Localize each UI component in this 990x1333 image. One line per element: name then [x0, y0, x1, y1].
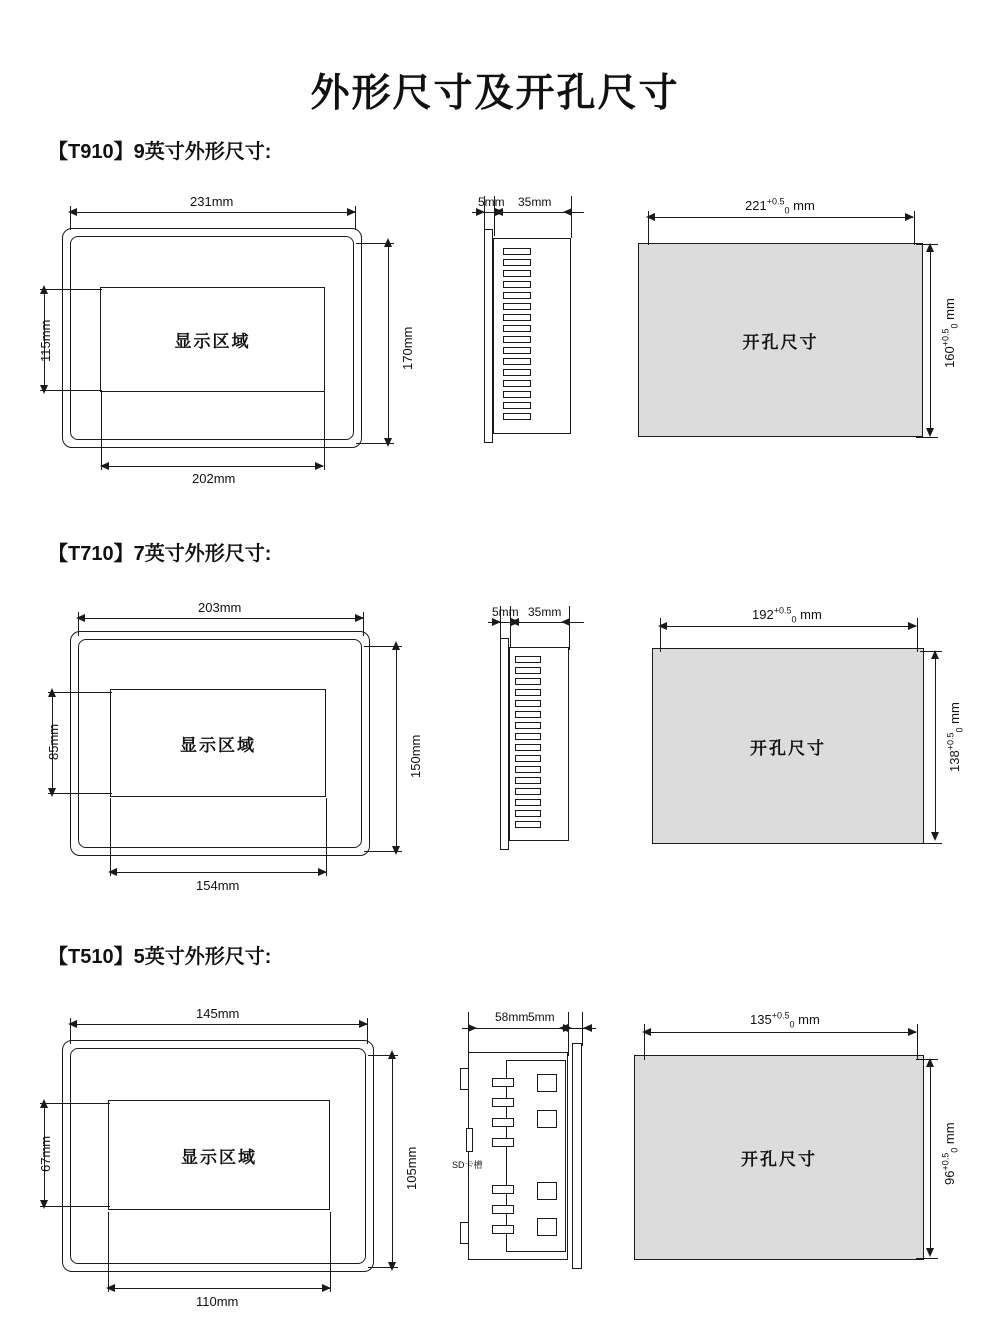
dim-cutwidth-t710 [752, 605, 822, 625]
ext-cutheight-top-t910 [916, 244, 938, 245]
dim-side-b-t710: 35mm [528, 605, 562, 619]
arrow-side-a-l-t710 [492, 618, 501, 626]
dimline-height-t710 [396, 646, 397, 851]
side-vent-4-t910 [503, 281, 531, 288]
ext-screenheight-top-t710 [48, 692, 112, 693]
side-vent-11-t710 [515, 766, 541, 773]
side-port-1-t510 [537, 1074, 557, 1092]
dim-cutwidth-t910 [745, 196, 815, 216]
ext-line-width-left-t910 [70, 206, 71, 230]
ext-line-screenwidth-left-t910 [101, 392, 102, 470]
side-vent-14-t910 [503, 391, 531, 398]
ext-screenheight-bot-t510 [40, 1206, 110, 1207]
side-vent-9-t710 [515, 744, 541, 751]
cutheight-tol-top: +0.5 [945, 732, 956, 751]
side-vent-6-t510 [492, 1205, 514, 1214]
cutwidth-unit: mm [798, 1012, 820, 1027]
ext-cutwidth-left-t510 [644, 1024, 645, 1060]
dimline-width-t910 [70, 212, 355, 213]
arrow-down-cutheight-t910 [926, 428, 934, 437]
ext-width-right-t710 [363, 612, 364, 636]
ext-height-top-t510 [368, 1055, 398, 1056]
cutheight-unit: mm [947, 702, 962, 724]
cutwidth-value: 135 [750, 1012, 772, 1027]
ext-line-height-top-t910 [356, 243, 394, 244]
arrow-down-cutheight-t710 [931, 832, 939, 841]
ext-cutwidth-right-t510 [917, 1024, 918, 1060]
side-vent-3-t710 [515, 678, 541, 685]
cutheight-tol-bot: 0 [949, 323, 960, 329]
ext-width-left-t710 [78, 612, 79, 636]
dim-screenwidth-t910: 202mm [192, 471, 236, 486]
arrow-down-screenheight-t510 [40, 1200, 48, 1209]
side-vent-2-t910 [503, 259, 531, 266]
dim-screenwidth-t710: 154mm [196, 878, 240, 893]
dimline-screenwidth-t910 [102, 466, 323, 467]
dimline-cutwidth-t710 [660, 626, 916, 627]
cutwidth-tol-bot: 0 [789, 1019, 795, 1030]
cutheight-value: 96 [942, 1170, 957, 1185]
section-label-t710: 【T710】7英寸外形尺寸: [48, 543, 272, 565]
section-label-t910: 【T910】9英寸外形尺寸: [48, 141, 272, 163]
dim-side-b-t910: 35mm [518, 195, 552, 209]
arrow-side-b-l-t910 [495, 208, 504, 216]
dim-width-t710: 203mm [198, 600, 242, 615]
dimline-width-t710 [78, 618, 363, 619]
ext-height-bot-t710 [364, 851, 402, 852]
cutwidth-tol-top: +0.5 [766, 196, 785, 207]
arrow-right-cutwidth-t510 [908, 1028, 917, 1036]
ext-screenwidth-right-t510 [330, 1212, 331, 1292]
side-vent-5-t510 [492, 1185, 514, 1194]
side-vent-4-t710 [515, 689, 541, 696]
side-vent-7-t910 [503, 314, 531, 321]
dim-side-a-t510: 58mm [495, 1010, 529, 1024]
cutheight-value: 160 [942, 346, 957, 368]
side-vent-12-t910 [503, 369, 531, 376]
arrow-side-b-l-t510 [563, 1024, 572, 1032]
ext-screenheight-bot-t710 [48, 793, 112, 794]
dim-width-t510: 145mm [196, 1006, 240, 1021]
arrow-side-b-r-t910 [563, 208, 572, 216]
cutout-area-t910: 开孔尺寸 [638, 243, 923, 437]
cutheight-tol-bot: 0 [949, 1147, 960, 1153]
arrow-right-screenwidth-t910 [315, 462, 324, 470]
side-vent-5-t910 [503, 292, 531, 299]
side-vent-16-t910 [503, 413, 531, 420]
dim-screenheight-t510: 67mm [38, 1135, 53, 1172]
side-tab-bottom-t510 [460, 1222, 469, 1244]
side-vent-11-t910 [503, 358, 531, 365]
cutheight-unit: mm [942, 1122, 957, 1145]
ext-screenwidth-left-t510 [108, 1212, 109, 1292]
cutheight-tol-bot: 0 [954, 727, 965, 733]
ext-screenwidth-right-t710 [326, 798, 327, 876]
side-port-2-t510 [537, 1110, 557, 1128]
dimline-cutheight-t710 [935, 655, 936, 837]
side-port-3-t510 [537, 1182, 557, 1200]
cutout-area-t510: 开孔尺寸 [634, 1055, 924, 1260]
side-vent-10-t710 [515, 755, 541, 762]
sd-card-slot-t510 [466, 1128, 473, 1152]
display-area-t910: 显示区域 [100, 287, 325, 392]
ext-side-a-left-t510 [468, 1012, 469, 1056]
dim-side-b-t510: 5mm [528, 1010, 555, 1024]
dimline-cutheight-t910 [930, 248, 931, 433]
dim-cutwidth-t510 [750, 1010, 820, 1030]
arrow-side-a-l-t910 [476, 208, 485, 216]
side-vent-8-t910 [503, 325, 531, 332]
side-vent-15-t710 [515, 810, 541, 817]
sd-slot-label-t510: SD卡槽 [452, 1160, 483, 1170]
dim-screenwidth-t510: 110mm [196, 1294, 239, 1309]
side-bezel-t710 [500, 638, 509, 850]
cutwidth-tol-bot: 0 [791, 614, 797, 625]
ext-line-screenheight-bot-t910 [40, 390, 102, 391]
dimline-height-t510 [392, 1055, 393, 1267]
ext-line-screenheight-top-t910 [40, 289, 102, 290]
dimline-screenwidth-t710 [110, 872, 326, 873]
side-vent-12-t710 [515, 777, 541, 784]
ext-line-height-bot-t910 [356, 443, 394, 444]
side-vent-7-t510 [492, 1225, 514, 1234]
arrow-down-cutheight-t510 [926, 1248, 934, 1257]
ext-cutwidth-right-t910 [914, 211, 915, 245]
side-vent-3-t910 [503, 270, 531, 277]
cutheight-unit: mm [942, 298, 957, 320]
ext-height-bot-t510 [368, 1267, 398, 1268]
cutheight-tol-top: +0.5 [940, 1152, 951, 1171]
side-vent-6-t710 [515, 711, 541, 718]
ext-height-top-t710 [364, 646, 402, 647]
ext-cutheight-bot-t910 [916, 437, 938, 438]
ext-screenwidth-left-t710 [110, 798, 111, 876]
dim-width-t910: 231mm [190, 194, 234, 209]
page-title: 外形尺寸及开孔尺寸 [310, 72, 680, 115]
side-vent-7-t710 [515, 722, 541, 729]
cutwidth-tol-top: +0.5 [773, 605, 792, 616]
arrow-right-cutwidth-t710 [908, 622, 917, 630]
side-vent-1-t710 [515, 656, 541, 663]
ext-width-left-t510 [70, 1018, 71, 1044]
side-tab-top-t510 [460, 1068, 469, 1090]
dim-side-a-t910: 5mm [478, 195, 505, 209]
dim-cutheight-t510 [940, 1122, 960, 1185]
dim-cutheight-t710 [945, 702, 965, 772]
ext-side-a-right-t510 [568, 1012, 569, 1056]
side-vent-15-t910 [503, 402, 531, 409]
display-area-t510: 显示区域 [108, 1100, 330, 1210]
dimline-cutwidth-t910 [648, 217, 913, 218]
dimline-height-t910 [388, 243, 389, 443]
side-port-4-t510 [537, 1218, 557, 1236]
side-bezel-t910 [484, 229, 493, 443]
cutheight-value: 138 [947, 750, 962, 772]
dim-side-a-t710: 5mm [492, 605, 519, 619]
dim-screenheight-t910: 115mm [38, 319, 53, 362]
ext-line-screenwidth-right-t910 [324, 392, 325, 470]
side-vent-6-t910 [503, 303, 531, 310]
cutwidth-value: 192 [752, 607, 774, 622]
side-inner-t510 [506, 1060, 566, 1252]
side-vent-9-t910 [503, 336, 531, 343]
section-label-t510: 【T510】5英寸外形尺寸: [48, 946, 272, 968]
cutwidth-tol-bot: 0 [784, 205, 790, 216]
side-vent-2-t710 [515, 667, 541, 674]
dimline-cutwidth-t510 [644, 1032, 916, 1033]
side-vent-16-t710 [515, 821, 541, 828]
cutheight-tol-top: +0.5 [940, 328, 951, 347]
dim-cutheight-t910 [940, 298, 960, 368]
cutout-area-t710: 开孔尺寸 [652, 648, 924, 844]
ext-line-width-right-t910 [355, 206, 356, 230]
ext-screenheight-top-t510 [40, 1103, 110, 1104]
arrow-side-b-r-t510 [583, 1024, 592, 1032]
ext-cutheight-top-t510 [916, 1059, 938, 1060]
side-vent-13-t710 [515, 788, 541, 795]
side-vent-5-t710 [515, 700, 541, 707]
dim-height-t510: 105mm [404, 1146, 419, 1190]
ext-cutwidth-right-t710 [917, 618, 918, 652]
ext-side-b-right-t910 [571, 196, 572, 238]
ext-cutheight-bot-t510 [916, 1258, 938, 1259]
dimline-width-t510 [70, 1024, 367, 1025]
ext-cutwidth-left-t910 [648, 211, 649, 245]
side-vent-13-t910 [503, 380, 531, 387]
dimline-cutheight-t510 [930, 1063, 931, 1253]
ext-cutwidth-left-t710 [660, 618, 661, 652]
side-vent-2-t510 [492, 1098, 514, 1107]
ext-cutheight-top-t710 [920, 651, 942, 652]
side-vent-8-t710 [515, 733, 541, 740]
dimline-screenwidth-t510 [108, 1288, 330, 1289]
dim-screenheight-t710: 85mm [46, 723, 61, 760]
arrow-side-b-r-t710 [561, 618, 570, 626]
side-vent-1-t910 [503, 248, 531, 255]
cutwidth-unit: mm [800, 607, 822, 622]
dim-height-t910: 170mm [400, 326, 415, 370]
side-vent-14-t710 [515, 799, 541, 806]
cutwidth-tol-top: +0.5 [771, 1010, 790, 1021]
cutwidth-value: 221 [745, 198, 767, 213]
display-area-t710: 显示区域 [110, 689, 326, 797]
arrow-side-b-l-t710 [511, 618, 520, 626]
side-vent-1-t510 [492, 1078, 514, 1087]
dimline-side-t510 [462, 1028, 596, 1029]
side-vent-3-t510 [492, 1118, 514, 1127]
arrow-side-a-l-t510 [468, 1024, 477, 1032]
ext-width-right-t510 [367, 1018, 368, 1044]
cutwidth-unit: mm [793, 198, 815, 213]
side-bezel-t510 [572, 1043, 582, 1269]
dim-height-t710: 150mm [408, 734, 423, 778]
ext-cutheight-bot-t710 [920, 843, 942, 844]
side-vent-10-t910 [503, 347, 531, 354]
side-vent-4-t510 [492, 1138, 514, 1147]
arrow-right-cutwidth-t910 [905, 213, 914, 221]
ext-side-b-right-t710 [569, 606, 570, 650]
